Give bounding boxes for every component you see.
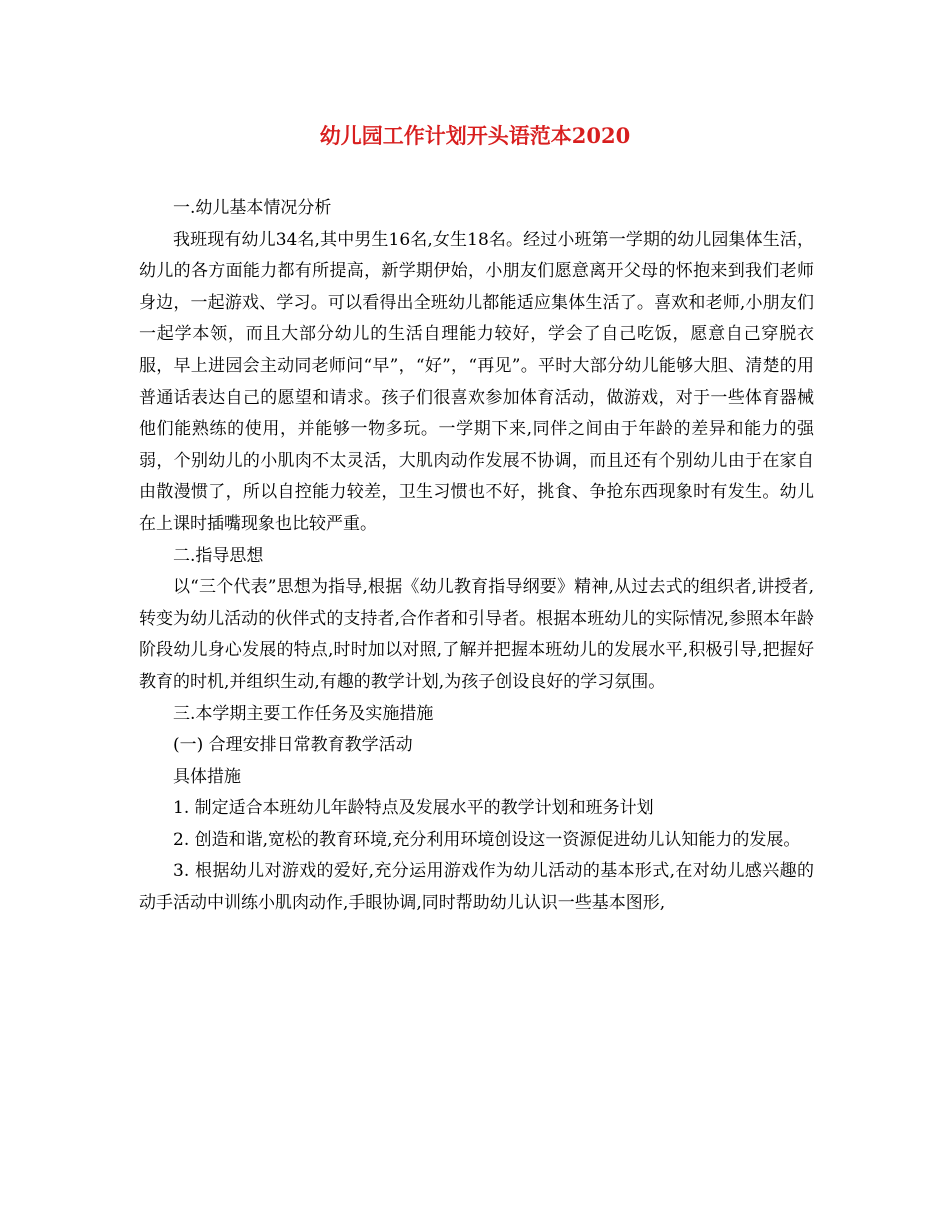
document-title: 幼儿园工作计划开头语范本2020 [319,123,631,148]
list-item-3: 3. 根据幼儿对游戏的爱好,充分运用游戏作为幼儿活动的基本形式,在对幼儿感兴趣的动手活动中训练小肌肉动作,手眼协调,同时帮助幼儿认识一些基本图形, [139,861,814,914]
subsection-heading-measures: 具体措施 [173,766,241,787]
document-body [139,193,814,920]
section-heading-basic-analysis: 一.幼儿基本情况分析 [173,198,332,218]
section-heading-main-tasks: 三.本学期主要工作任务及实施措施 [173,703,434,724]
paragraph-basic-analysis: 我班现有幼儿34名,其中男生16名,女生18名。经过小班第一学期的幼儿园集体生活，幼儿的各方面能力都有所提高，新学期伊始，小朋友们愿意离开父母的怀抱来到我们老师身边，一起游戏、学习。可以看得出全班幼儿都能适应集体生活了。喜欢和老师,小朋友们一起学本领，而且大部分幼儿的生活自理能力较好，学会了自己吃饭，愿意自己穿脱衣服，早上进园会主动同老师问“早”，“好”，“再见”。平时大部分幼儿能够大胆、清楚的用普通话表达自己的愿望和请求。孩子们很喜欢参加体育活动，做游戏，对于一些体育器械他们能熟练的使用，并能够一物多玩。一学期下来,同伴之间由于年龄的差异和能力的强弱，个别幼儿的小肌肉不太灵活，大肌肉动作发展不协调，而且还有个别幼儿由于在家自由散漫惯了，所以自控能力较差，卫生习惯也不好，挑食、争抢东西现象时有发生。幼儿在上课时插嘴现象也比较严重。 [139,229,814,534]
list-item-2: 2. 创造和谐,宽松的教育环境,充分利用环境创设这一资源促进幼儿认知能力的发展。 [173,829,801,850]
section-heading-guiding-thought: 二.指导思想 [173,545,264,566]
paragraph-guiding-thought: 以“三个代表”思想为指导,根据《幼儿教育指导纲要》精神,从过去式的组织者,讲授者,转变为幼儿活动的伙伴式的支持者,合作者和引导者。根据本班幼儿的实际情况,参照本年龄阶段幼儿身心发展的特点,时时加以对照,了解并把握本班幼儿的发展水平,积极引导,把握好教育的时机,并组织生动,有趣的教学计划,为孩子创设良好的学习氛围。 [139,577,814,692]
list-item-1: 1. 制定适合本班幼儿年龄特点及发展水平的教学计划和班务计划 [173,798,654,819]
subsection-heading-daily-activities: (一) 合理安排日常教育教学活动 [173,735,413,756]
